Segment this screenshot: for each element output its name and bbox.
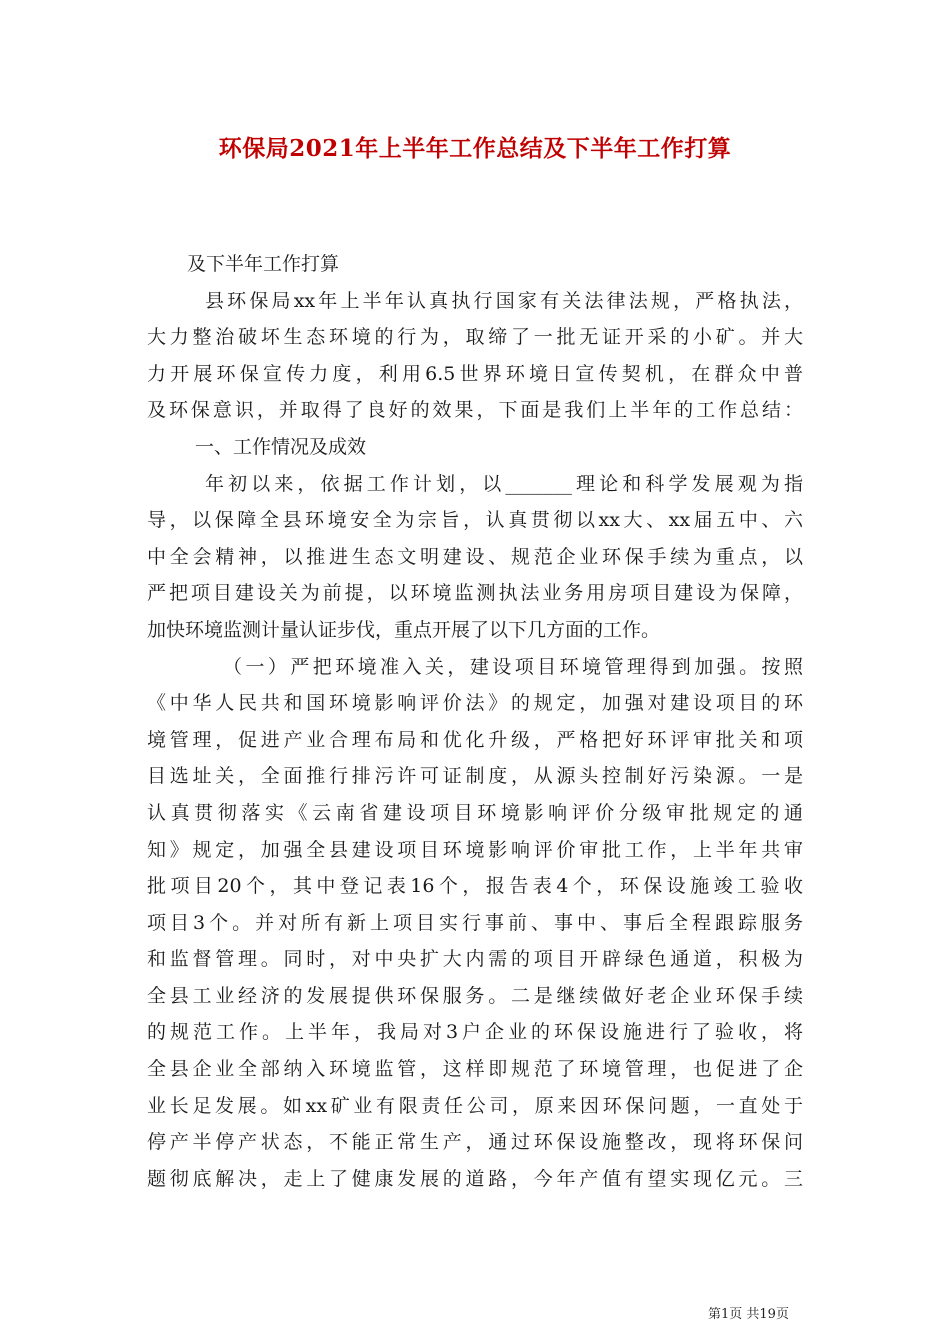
text-line: 停产半停产状态，不能正常生产，通过环保设施整改，现将环保问 xyxy=(147,1131,803,1154)
text-line: 认真贯彻落实《云南省建设项目环境影响评价分级审批规定的通 xyxy=(147,801,803,824)
text-line: 加快环境监测计量认证步伐，重点开展了以下几方面的工作。 xyxy=(147,618,661,641)
text-line: 全县企业全部纳入环境监管，这样即规范了环境管理，也促进了企 xyxy=(147,1058,803,1081)
text-line: 全县工业经济的发展提供环保服务。二是继续做好老企业环保手续 xyxy=(147,984,803,1007)
text-line: 中全会精神，以推进生态文明建设、规范企业环保手续为重点，以 xyxy=(147,545,803,568)
page-number: 第1页 共19页 xyxy=(708,1307,789,1322)
text-line: 县环保局xx年上半年认真执行国家有关法律法规，严格执法， xyxy=(205,289,803,312)
text-line: 批项目20个，其中登记表16个，报告表4个，环保设施竣工验收 xyxy=(147,875,803,898)
text-line: 及环保意识，并取得了良好的效果，下面是我们上半年的工作总结： xyxy=(147,399,803,422)
text-line: 境管理，促进产业合理布局和优化升级，严格把好环评审批关和项 xyxy=(147,728,803,751)
text-line: 题彻底解决，走上了健康发展的道路，今年产值有望实现亿元。三 xyxy=(147,1167,803,1190)
subsection-heading: （一）严把环境准入关，建设项目环境管理得到加强。按照 xyxy=(223,655,803,678)
text-line: 的规范工作。上半年，我局对3户企业的环保设施进行了验收，将 xyxy=(147,1021,803,1044)
text-line: 及下半年工作打算 xyxy=(187,253,340,275)
text-line: 项目3个。并对所有新上项目实行事前、事中、事后全程跟踪服务 xyxy=(147,911,803,934)
document-body xyxy=(147,246,803,1197)
section-heading: 一、工作情况及成效 xyxy=(195,435,367,458)
text-line: 导，以保障全县环境安全为宗旨，认真贯彻以xx大、xx届五中、六 xyxy=(147,509,803,532)
document-title: 环保局2021年上半年工作总结及下半年工作打算 xyxy=(218,135,732,162)
text-line: 和监督管理。同时，对中央扩大内需的项目开辟绿色通道，积极为 xyxy=(147,948,803,971)
text-line: 目选址关，全面推行排污许可证制度，从源头控制好污染源。一是 xyxy=(147,765,803,788)
text-line: 《中华人民共和国环境影响评价法》的规定，加强对建设项目的环 xyxy=(147,692,803,715)
text-line: 年初以来，依据工作计划，以_______理论和科学发展观为指 xyxy=(205,472,803,495)
text-line: 严把项目建设关为前提，以环境监测执法业务用房项目建设为保障， xyxy=(147,582,803,605)
text-line: 大力整治破坏生态环境的行为，取缔了一批无证开采的小矿。并大 xyxy=(147,326,803,349)
text-line: 业长足发展。如xx矿业有限责任公司，原来因环保问题，一直处于 xyxy=(147,1094,803,1117)
text-line: 力开展环保宣传力度，利用6.5世界环境日宣传契机，在群众中普 xyxy=(147,362,803,385)
text-line: 知》规定，加强全县建设项目环境影响评价审批工作，上半年共审 xyxy=(147,838,803,861)
